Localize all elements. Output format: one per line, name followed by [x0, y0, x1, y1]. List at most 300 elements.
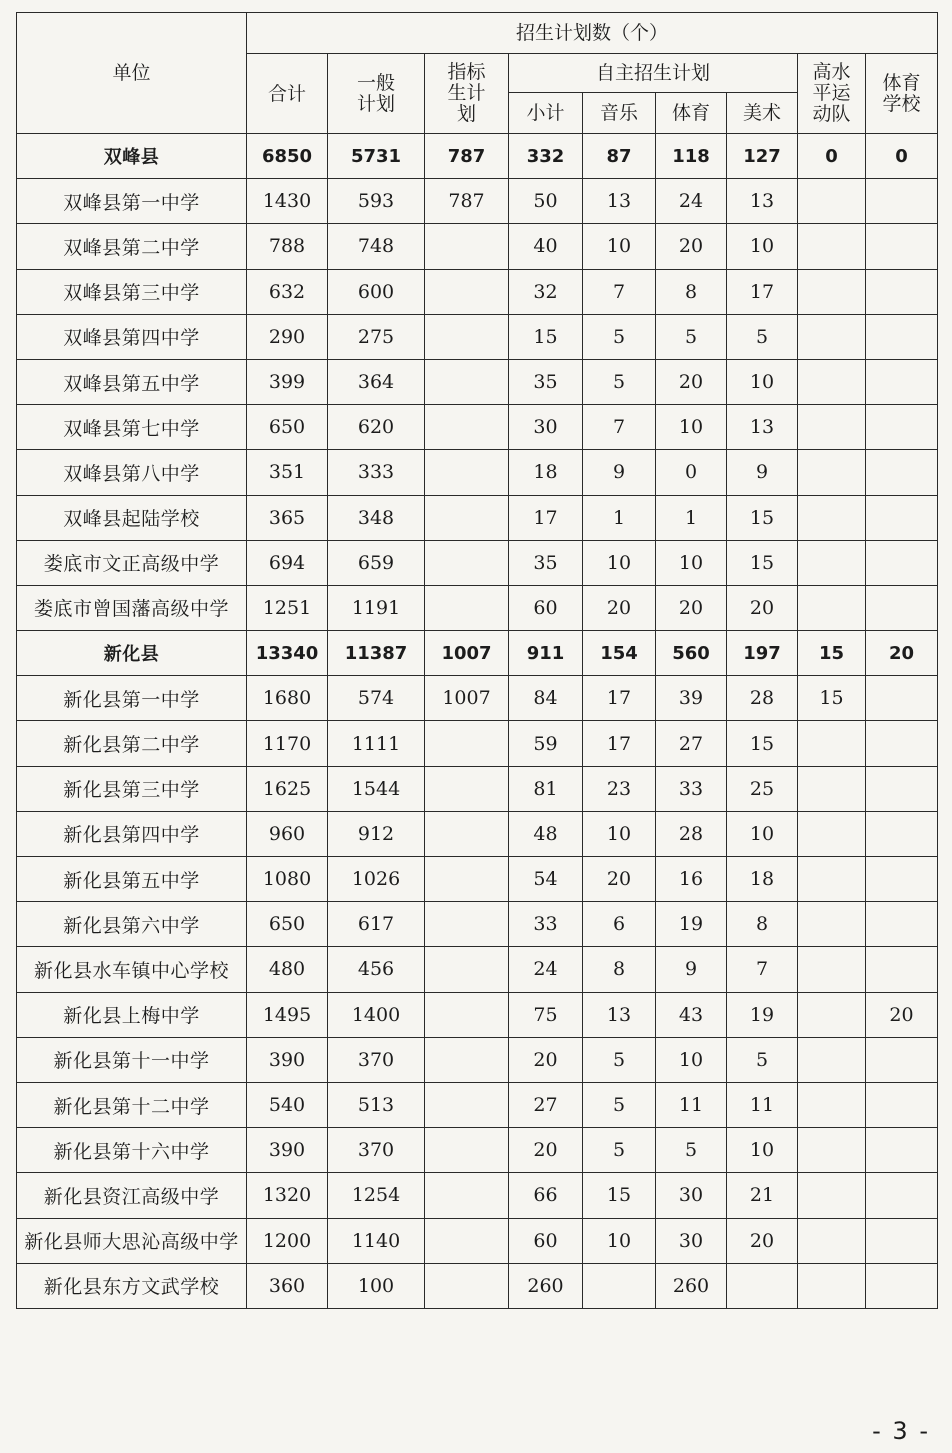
- cell-subtotal: 332: [509, 134, 583, 179]
- cell-subtotal: 66: [509, 1173, 583, 1218]
- cell-sports: 118: [656, 134, 727, 179]
- cell-high-level-team: [798, 811, 866, 856]
- cell-art: 10: [727, 1128, 798, 1173]
- cell-unit: 新化县第三中学: [17, 766, 247, 811]
- cell-general: 370: [328, 1037, 425, 1082]
- county-summary-row: [17, 134, 938, 179]
- table-row: [17, 1082, 938, 1127]
- cell-total: 1495: [247, 992, 328, 1037]
- cell-high-level-team: 15: [798, 676, 866, 721]
- cell-art: 197: [727, 631, 798, 676]
- cell-unit: 新化县上梅中学: [17, 992, 247, 1037]
- cell-unit: 新化县第一中学: [17, 676, 247, 721]
- cell-general: 5731: [328, 134, 425, 179]
- cell-subtotal: 15: [509, 314, 583, 359]
- cell-sports-school: [866, 857, 938, 902]
- cell-total: 1170: [247, 721, 328, 766]
- table-body: [17, 134, 938, 1309]
- cell-subtotal: 40: [509, 224, 583, 269]
- cell-subtotal: 17: [509, 495, 583, 540]
- cell-high-level-team: [798, 721, 866, 766]
- cell-unit: 双峰县第二中学: [17, 224, 247, 269]
- cell-art: 25: [727, 766, 798, 811]
- table-row: [17, 540, 938, 585]
- cell-unit: 新化县第六中学: [17, 902, 247, 947]
- cell-art: 15: [727, 721, 798, 766]
- cell-high-level-team: [798, 992, 866, 1037]
- cell-unit: 新化县东方文武学校: [17, 1263, 247, 1308]
- cell-music: 5: [583, 314, 656, 359]
- table-row: [17, 766, 938, 811]
- cell-quota: [425, 585, 509, 630]
- cell-high-level-team: [798, 1128, 866, 1173]
- cell-quota: [425, 857, 509, 902]
- cell-unit: 新化县第十六中学: [17, 1128, 247, 1173]
- cell-general: 333: [328, 450, 425, 495]
- cell-unit: 双峰县第七中学: [17, 405, 247, 450]
- cell-sports: 10: [656, 1037, 727, 1082]
- cell-quota: [425, 1128, 509, 1173]
- table-row: [17, 224, 938, 269]
- cell-music: 6: [583, 902, 656, 947]
- cell-total: 1200: [247, 1218, 328, 1263]
- cell-music: 13: [583, 179, 656, 224]
- cell-art: 15: [727, 495, 798, 540]
- cell-sports: 20: [656, 359, 727, 404]
- header-sports: 体育: [656, 93, 727, 134]
- cell-total: 540: [247, 1082, 328, 1127]
- cell-art: 5: [727, 1037, 798, 1082]
- table-row: [17, 1037, 938, 1082]
- cell-high-level-team: [798, 540, 866, 585]
- cell-quota: [425, 947, 509, 992]
- cell-total: 1625: [247, 766, 328, 811]
- cell-general: 11387: [328, 631, 425, 676]
- cell-subtotal: 35: [509, 540, 583, 585]
- cell-unit: 新化县资江高级中学: [17, 1173, 247, 1218]
- cell-music: 1: [583, 495, 656, 540]
- cell-general: 748: [328, 224, 425, 269]
- cell-sports: 30: [656, 1173, 727, 1218]
- cell-art: [727, 1263, 798, 1308]
- table-row: [17, 179, 938, 224]
- cell-quota: [425, 721, 509, 766]
- table-row: [17, 269, 938, 314]
- cell-sports-school: [866, 224, 938, 269]
- cell-total: 290: [247, 314, 328, 359]
- header-independent-group: 自主招生计划: [509, 54, 798, 93]
- table-row: [17, 992, 938, 1037]
- cell-music: 9: [583, 450, 656, 495]
- cell-music: 8: [583, 947, 656, 992]
- cell-music: 87: [583, 134, 656, 179]
- cell-music: [583, 1263, 656, 1308]
- cell-sports-school: [866, 1037, 938, 1082]
- cell-general: 1026: [328, 857, 425, 902]
- header-high-level-team: 高水平运动队: [798, 54, 866, 134]
- cell-subtotal: 50: [509, 179, 583, 224]
- cell-music: 17: [583, 676, 656, 721]
- cell-sports: 27: [656, 721, 727, 766]
- cell-sports: 20: [656, 585, 727, 630]
- cell-high-level-team: [798, 495, 866, 540]
- cell-high-level-team: [798, 269, 866, 314]
- cell-subtotal: 27: [509, 1082, 583, 1127]
- cell-art: 13: [727, 405, 798, 450]
- cell-sports: 16: [656, 857, 727, 902]
- table-row: [17, 947, 938, 992]
- cell-music: 5: [583, 1128, 656, 1173]
- cell-quota: 787: [425, 179, 509, 224]
- cell-unit: 新化县第五中学: [17, 857, 247, 902]
- cell-sports-school: [866, 676, 938, 721]
- cell-subtotal: 60: [509, 1218, 583, 1263]
- cell-sports: 33: [656, 766, 727, 811]
- cell-quota: [425, 1218, 509, 1263]
- cell-total: 1680: [247, 676, 328, 721]
- header-general: 一般计划: [328, 54, 425, 134]
- cell-music: 20: [583, 857, 656, 902]
- cell-music: 10: [583, 1218, 656, 1263]
- cell-quota: [425, 811, 509, 856]
- cell-art: 18: [727, 857, 798, 902]
- cell-sports: 43: [656, 992, 727, 1037]
- page-number: - 3 -: [872, 1417, 930, 1445]
- cell-unit: 新化县: [17, 631, 247, 676]
- table-row: [17, 495, 938, 540]
- cell-sports-school: [866, 766, 938, 811]
- cell-sports-school: 0: [866, 134, 938, 179]
- cell-art: 20: [727, 585, 798, 630]
- cell-art: 20: [727, 1218, 798, 1263]
- cell-unit: 新化县第十二中学: [17, 1082, 247, 1127]
- cell-quota: [425, 766, 509, 811]
- cell-high-level-team: 15: [798, 631, 866, 676]
- cell-total: 650: [247, 902, 328, 947]
- cell-general: 348: [328, 495, 425, 540]
- cell-sports: 8: [656, 269, 727, 314]
- cell-total: 6850: [247, 134, 328, 179]
- cell-general: 593: [328, 179, 425, 224]
- cell-sports: 24: [656, 179, 727, 224]
- cell-sports: 20: [656, 224, 727, 269]
- cell-sports-school: [866, 902, 938, 947]
- cell-quota: [425, 902, 509, 947]
- cell-general: 600: [328, 269, 425, 314]
- cell-subtotal: 32: [509, 269, 583, 314]
- cell-sports: 10: [656, 540, 727, 585]
- cell-general: 456: [328, 947, 425, 992]
- cell-music: 154: [583, 631, 656, 676]
- cell-general: 100: [328, 1263, 425, 1308]
- cell-quota: [425, 405, 509, 450]
- cell-sports-school: [866, 540, 938, 585]
- header-subtotal: 小计: [509, 93, 583, 134]
- cell-music: 10: [583, 540, 656, 585]
- cell-sports: 0: [656, 450, 727, 495]
- cell-high-level-team: [798, 766, 866, 811]
- cell-music: 7: [583, 269, 656, 314]
- cell-general: 513: [328, 1082, 425, 1127]
- cell-music: 10: [583, 224, 656, 269]
- cell-sports-school: [866, 585, 938, 630]
- cell-sports-school: [866, 1128, 938, 1173]
- cell-subtotal: 24: [509, 947, 583, 992]
- cell-high-level-team: [798, 359, 866, 404]
- cell-high-level-team: [798, 224, 866, 269]
- header-music: 音乐: [583, 93, 656, 134]
- cell-high-level-team: [798, 314, 866, 359]
- cell-high-level-team: [798, 179, 866, 224]
- cell-total: 390: [247, 1128, 328, 1173]
- cell-art: 5: [727, 314, 798, 359]
- cell-sports: 1: [656, 495, 727, 540]
- cell-unit: 娄底市曾国藩高级中学: [17, 585, 247, 630]
- cell-sports-school: [866, 721, 938, 766]
- cell-general: 1254: [328, 1173, 425, 1218]
- cell-sports-school: [866, 179, 938, 224]
- cell-high-level-team: [798, 1037, 866, 1082]
- cell-sports: 39: [656, 676, 727, 721]
- cell-sports-school: 20: [866, 992, 938, 1037]
- cell-total: 351: [247, 450, 328, 495]
- cell-quota: [425, 495, 509, 540]
- cell-sports-school: [866, 1218, 938, 1263]
- cell-subtotal: 20: [509, 1128, 583, 1173]
- cell-art: 19: [727, 992, 798, 1037]
- cell-quota: [425, 540, 509, 585]
- cell-quota: [425, 224, 509, 269]
- table-row: [17, 1263, 938, 1308]
- cell-quota: 787: [425, 134, 509, 179]
- cell-subtotal: 81: [509, 766, 583, 811]
- cell-high-level-team: [798, 1263, 866, 1308]
- cell-total: 390: [247, 1037, 328, 1082]
- cell-total: 1320: [247, 1173, 328, 1218]
- cell-music: 7: [583, 405, 656, 450]
- cell-general: 275: [328, 314, 425, 359]
- cell-total: 650: [247, 405, 328, 450]
- cell-quota: [425, 359, 509, 404]
- cell-music: 15: [583, 1173, 656, 1218]
- cell-general: 617: [328, 902, 425, 947]
- cell-quota: 1007: [425, 676, 509, 721]
- cell-sports: 560: [656, 631, 727, 676]
- cell-total: 788: [247, 224, 328, 269]
- cell-quota: [425, 1082, 509, 1127]
- cell-unit: 双峰县第八中学: [17, 450, 247, 495]
- header-sports-school: 体育学校: [866, 54, 938, 134]
- cell-total: 694: [247, 540, 328, 585]
- cell-music: 20: [583, 585, 656, 630]
- cell-quota: [425, 314, 509, 359]
- cell-subtotal: 48: [509, 811, 583, 856]
- cell-quota: [425, 269, 509, 314]
- cell-sports: 5: [656, 314, 727, 359]
- cell-subtotal: 84: [509, 676, 583, 721]
- cell-high-level-team: [798, 1173, 866, 1218]
- cell-total: 1080: [247, 857, 328, 902]
- cell-quota: [425, 1037, 509, 1082]
- cell-total: 960: [247, 811, 328, 856]
- header-quota: 指标生计划: [425, 54, 509, 134]
- cell-art: 21: [727, 1173, 798, 1218]
- cell-sports-school: [866, 495, 938, 540]
- cell-unit: 双峰县第三中学: [17, 269, 247, 314]
- cell-total: 1430: [247, 179, 328, 224]
- cell-subtotal: 911: [509, 631, 583, 676]
- cell-high-level-team: [798, 450, 866, 495]
- cell-subtotal: 18: [509, 450, 583, 495]
- cell-sports-school: [866, 1173, 938, 1218]
- cell-subtotal: 60: [509, 585, 583, 630]
- cell-general: 1191: [328, 585, 425, 630]
- cell-sports: 30: [656, 1218, 727, 1263]
- cell-unit: 新化县第二中学: [17, 721, 247, 766]
- cell-unit: 新化县第十一中学: [17, 1037, 247, 1082]
- table-row: [17, 1218, 938, 1263]
- cell-quota: [425, 1263, 509, 1308]
- cell-general: 1140: [328, 1218, 425, 1263]
- cell-sports-school: [866, 269, 938, 314]
- cell-subtotal: 20: [509, 1037, 583, 1082]
- cell-high-level-team: [798, 585, 866, 630]
- cell-high-level-team: [798, 1218, 866, 1263]
- cell-unit: 娄底市文正高级中学: [17, 540, 247, 585]
- cell-total: 360: [247, 1263, 328, 1308]
- cell-general: 1400: [328, 992, 425, 1037]
- cell-art: 127: [727, 134, 798, 179]
- cell-high-level-team: [798, 405, 866, 450]
- cell-sports-school: 20: [866, 631, 938, 676]
- cell-sports-school: [866, 314, 938, 359]
- header-unit: 单位: [17, 13, 247, 134]
- cell-quota: 1007: [425, 631, 509, 676]
- cell-sports-school: [866, 405, 938, 450]
- table-row: [17, 405, 938, 450]
- cell-general: 1544: [328, 766, 425, 811]
- cell-subtotal: 30: [509, 405, 583, 450]
- table-header: [17, 13, 938, 134]
- cell-subtotal: 75: [509, 992, 583, 1037]
- cell-music: 13: [583, 992, 656, 1037]
- cell-unit: 双峰县起陆学校: [17, 495, 247, 540]
- header-plan-group: 招生计划数（个）: [247, 13, 938, 54]
- cell-high-level-team: [798, 1082, 866, 1127]
- cell-art: 7: [727, 947, 798, 992]
- table-row: [17, 721, 938, 766]
- table-row: [17, 676, 938, 721]
- cell-music: 5: [583, 1037, 656, 1082]
- cell-high-level-team: [798, 947, 866, 992]
- table-row: [17, 450, 938, 495]
- county-summary-row: [17, 631, 938, 676]
- table-row: [17, 585, 938, 630]
- cell-art: 10: [727, 811, 798, 856]
- cell-general: 1111: [328, 721, 425, 766]
- cell-sports: 11: [656, 1082, 727, 1127]
- cell-total: 632: [247, 269, 328, 314]
- cell-general: 370: [328, 1128, 425, 1173]
- table-row: [17, 359, 938, 404]
- cell-quota: [425, 1173, 509, 1218]
- cell-music: 23: [583, 766, 656, 811]
- table-row: [17, 857, 938, 902]
- header-art: 美术: [727, 93, 798, 134]
- cell-art: 10: [727, 359, 798, 404]
- cell-music: 17: [583, 721, 656, 766]
- cell-sports: 10: [656, 405, 727, 450]
- cell-unit: 新化县水车镇中心学校: [17, 947, 247, 992]
- cell-sports-school: [866, 450, 938, 495]
- table-row: [17, 902, 938, 947]
- cell-subtotal: 33: [509, 902, 583, 947]
- cell-unit: 双峰县第四中学: [17, 314, 247, 359]
- cell-unit: 双峰县第一中学: [17, 179, 247, 224]
- cell-sports-school: [866, 947, 938, 992]
- cell-subtotal: 54: [509, 857, 583, 902]
- cell-art: 17: [727, 269, 798, 314]
- cell-general: 364: [328, 359, 425, 404]
- cell-subtotal: 59: [509, 721, 583, 766]
- enrollment-plan-table: [16, 12, 938, 1309]
- cell-art: 13: [727, 179, 798, 224]
- cell-general: 620: [328, 405, 425, 450]
- cell-subtotal: 35: [509, 359, 583, 404]
- cell-sports: 260: [656, 1263, 727, 1308]
- cell-art: 9: [727, 450, 798, 495]
- cell-music: 5: [583, 359, 656, 404]
- cell-general: 574: [328, 676, 425, 721]
- cell-unit: 双峰县第五中学: [17, 359, 247, 404]
- cell-sports-school: [866, 1263, 938, 1308]
- cell-high-level-team: 0: [798, 134, 866, 179]
- cell-sports: 19: [656, 902, 727, 947]
- cell-art: 28: [727, 676, 798, 721]
- cell-subtotal: 260: [509, 1263, 583, 1308]
- cell-sports: 9: [656, 947, 727, 992]
- cell-general: 912: [328, 811, 425, 856]
- cell-unit: 新化县第四中学: [17, 811, 247, 856]
- table-row: [17, 811, 938, 856]
- cell-unit: 新化县师大思沁高级中学: [17, 1218, 247, 1263]
- table-row: [17, 314, 938, 359]
- cell-total: 13340: [247, 631, 328, 676]
- table-row: [17, 1173, 938, 1218]
- cell-sports-school: [866, 811, 938, 856]
- cell-art: 10: [727, 224, 798, 269]
- cell-music: 5: [583, 1082, 656, 1127]
- cell-quota: [425, 992, 509, 1037]
- cell-art: 15: [727, 540, 798, 585]
- cell-sports: 5: [656, 1128, 727, 1173]
- cell-total: 1251: [247, 585, 328, 630]
- header-total: 合计: [247, 54, 328, 134]
- cell-total: 365: [247, 495, 328, 540]
- table-row: [17, 1128, 938, 1173]
- cell-total: 399: [247, 359, 328, 404]
- cell-quota: [425, 450, 509, 495]
- cell-high-level-team: [798, 902, 866, 947]
- cell-total: 480: [247, 947, 328, 992]
- cell-unit: 双峰县: [17, 134, 247, 179]
- cell-art: 8: [727, 902, 798, 947]
- cell-sports-school: [866, 1082, 938, 1127]
- cell-general: 659: [328, 540, 425, 585]
- cell-sports-school: [866, 359, 938, 404]
- cell-music: 10: [583, 811, 656, 856]
- cell-art: 11: [727, 1082, 798, 1127]
